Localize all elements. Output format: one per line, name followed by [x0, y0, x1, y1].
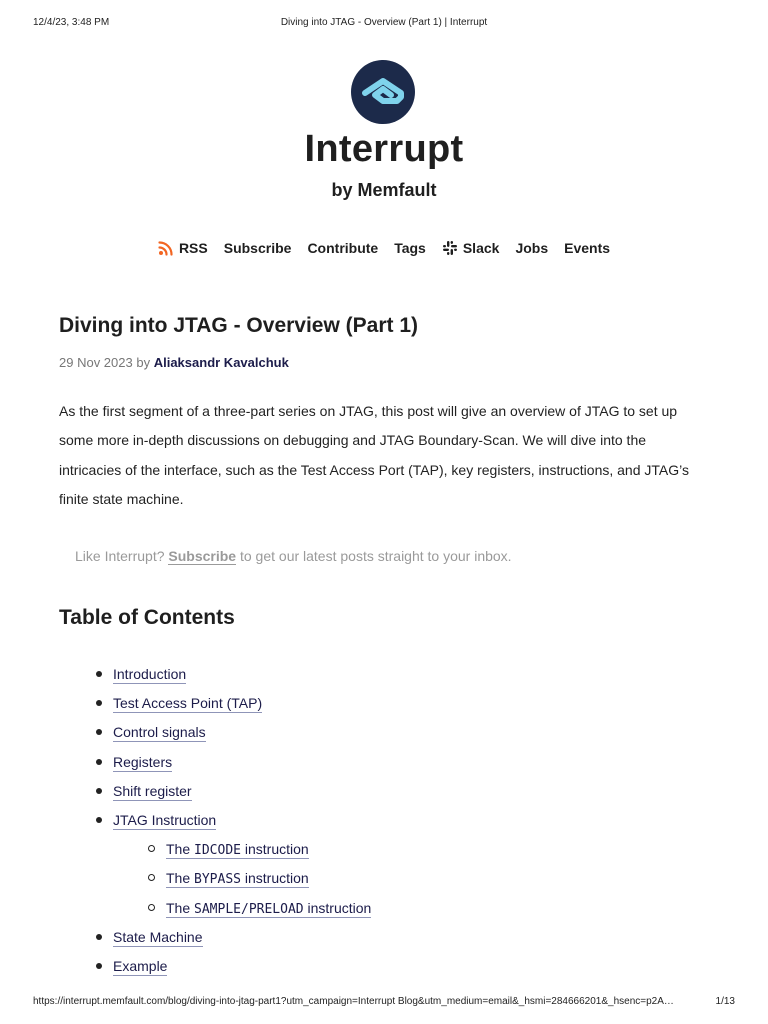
- rss-icon: [158, 240, 174, 256]
- toc-item: [59, 781, 371, 810]
- toc-sample-sep: /: [240, 901, 249, 917]
- toc-item: [59, 693, 371, 722]
- toc-link-control-signals[interactable]: Control signals: [113, 724, 206, 741]
- nav-slack[interactable]: [442, 240, 500, 256]
- toc-idcode-pre: The: [166, 841, 191, 858]
- toc-link-idcode[interactable]: [166, 841, 309, 859]
- intro-paragraph: [59, 397, 714, 514]
- toc-idcode-post: instruction: [244, 841, 309, 858]
- toc-item: [59, 722, 371, 751]
- toc-preload-code: PRELOAD: [248, 901, 304, 917]
- toc-link-example[interactable]: Example: [113, 957, 168, 974]
- cta-suffix: to get our latest posts straight to your inbox.: [239, 548, 512, 564]
- nav-subscribe[interactable]: Subscribe: [223, 240, 292, 256]
- toc-link-bypass[interactable]: [166, 870, 309, 888]
- toc-subitem: [59, 898, 371, 927]
- toc-sample-code: SAMPLE: [194, 901, 241, 917]
- intro-line: some more in-depth discussions on debugging and JTAG Boundary-Scan. We will dive into the: [59, 432, 647, 449]
- print-page-title: Diving into JTAG - Overview (Part 1) | Interrupt: [280, 17, 488, 28]
- print-header: [0, 17, 768, 31]
- toc-link-sample-preload[interactable]: [166, 900, 371, 918]
- author-link[interactable]: Aliaksandr Kavalchuk: [153, 355, 289, 370]
- slack-icon: [442, 240, 458, 256]
- toc-idcode-code: IDCODE: [194, 843, 241, 859]
- cta-subscribe-link[interactable]: Subscribe: [168, 548, 237, 564]
- toc-link-shift-register[interactable]: Shift register: [113, 782, 192, 799]
- toc-link-introduction[interactable]: Introduction: [113, 666, 187, 682]
- main-nav: [0, 240, 768, 256]
- site-title[interactable]: Interrupt: [304, 128, 464, 170]
- toc-item: [59, 956, 371, 985]
- toc-list: [59, 664, 371, 985]
- post-date: 29 Nov 2023: [59, 355, 133, 370]
- toc-link-state-machine[interactable]: State Machine: [113, 928, 203, 945]
- nav-tags[interactable]: Tags: [394, 240, 426, 256]
- print-footer: [0, 996, 768, 1010]
- nav-contribute[interactable]: Contribute: [307, 240, 379, 256]
- nav-events[interactable]: Events: [564, 240, 611, 256]
- post-byline: [59, 355, 289, 370]
- toc-item: [59, 752, 371, 781]
- nav-slack-label: Slack: [462, 240, 500, 256]
- toc-bypass-post: instruction: [244, 870, 309, 887]
- toc-item: [59, 810, 371, 839]
- interrupt-logo-icon[interactable]: [351, 60, 415, 124]
- site-subtitle: by Memfault: [331, 180, 437, 200]
- toc-title: Table of Contents: [59, 606, 235, 629]
- toc-link-tap[interactable]: Test Access Point (TAP): [113, 695, 263, 712]
- nav-jobs[interactable]: Jobs: [515, 240, 549, 256]
- toc-item: [59, 927, 371, 956]
- toc-bypass-pre: The: [166, 870, 191, 887]
- nav-rss[interactable]: [158, 240, 208, 256]
- nav-rss-label: RSS: [178, 240, 208, 256]
- toc-item: [59, 664, 371, 693]
- intro-line: intricacies of the interface, such as the Test Access Port (TAP), key registers, instructions, and JTAG’s: [59, 461, 689, 478]
- toc-sample-post: instruction: [307, 899, 372, 916]
- toc-subitem: [59, 868, 371, 897]
- subscribe-cta: [75, 548, 512, 564]
- print-url: https://interrupt.memfault.com/blog/diving-into-jtag-part1?utm_campaign=Interrupt Blog&utm_medium=email&_hsmi=284666201&_hsenc=p2A…: [33, 996, 674, 1007]
- post-title: Diving into JTAG - Overview (Part 1): [59, 314, 419, 337]
- print-date: 12/4/23, 3:48 PM: [33, 17, 110, 28]
- cta-prefix: Like Interrupt?: [75, 548, 165, 564]
- toc-link-jtag-instruction[interactable]: JTAG Instruction: [113, 811, 217, 828]
- toc-link-registers[interactable]: Registers: [113, 753, 173, 770]
- toc-bypass-code: BYPASS: [194, 872, 241, 888]
- byline-by: by: [136, 355, 151, 370]
- toc-subitem: [59, 839, 371, 868]
- toc-sample-pre: The: [166, 899, 191, 916]
- intro-line: finite state machine.: [59, 490, 184, 507]
- print-page-number: 1/13: [715, 996, 735, 1007]
- intro-line: As the first segment of a three-part series on JTAG, this post will give an overview of JTAG to set up: [59, 403, 678, 419]
